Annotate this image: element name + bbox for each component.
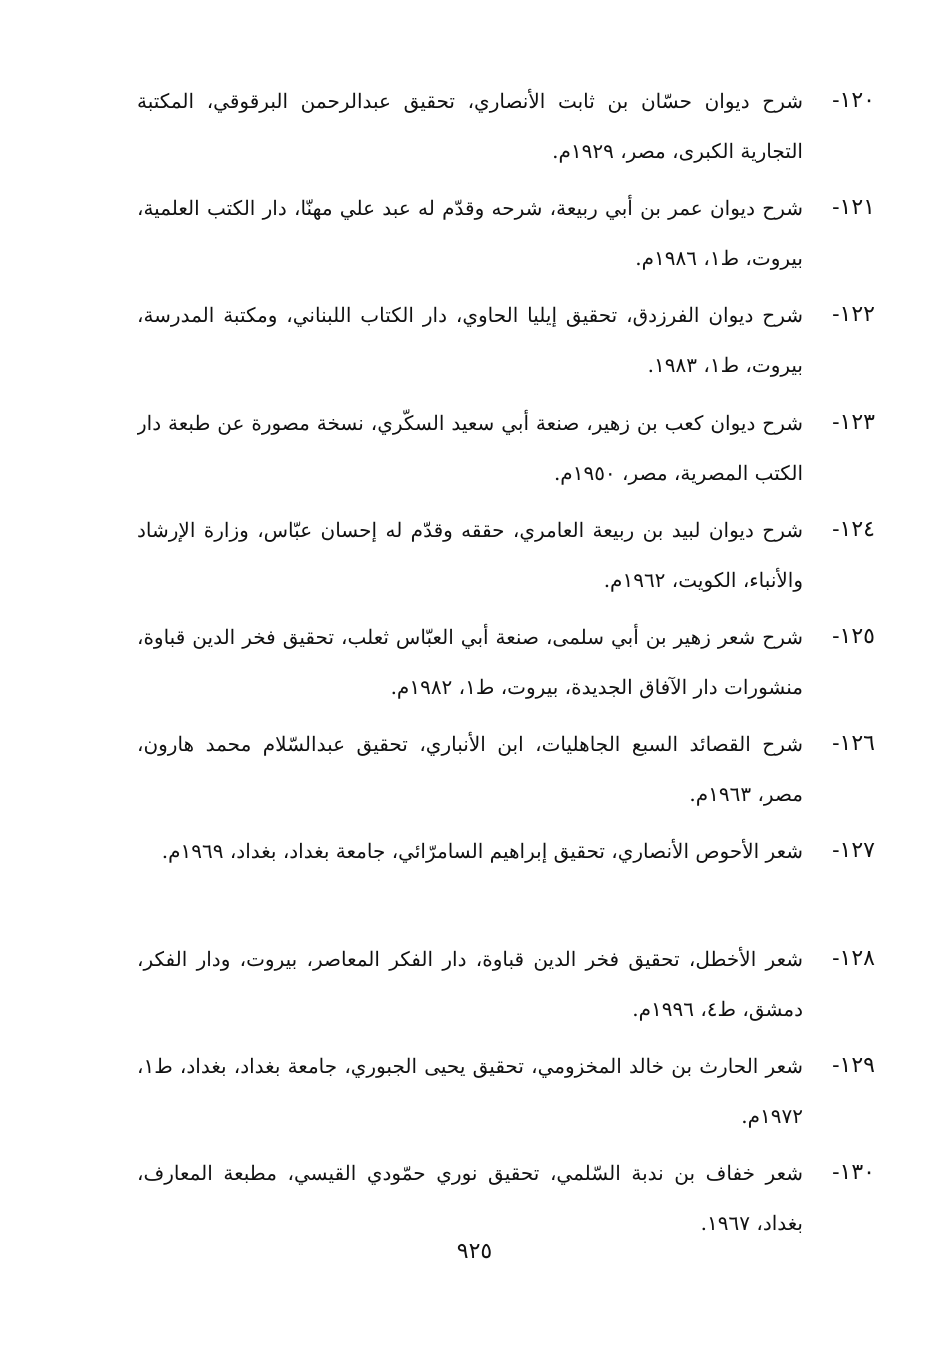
entry-text: شرح شعر زهير بن أبي سلمى، صنعة أبي العبّاس ثعلب، تحقيق فخر الدين قباوة، منشورات دار الآفاق الجديدة، بيروت، ط١، ١٩٨٢م. xyxy=(137,624,803,699)
bibliography-entry xyxy=(135,1041,875,1127)
entry-text: شعر الأخطل، تحقيق فخر الدين قباوة، دار الفكر المعاصر، بيروت، ودار الفكر، دمشق، ط٤، ١٩٩٦م. xyxy=(137,946,803,1021)
entry-text: شعر الأحوص الأنصاري، تحقيق إبراهيم السامرّائي، جامعة بغداد، بغداد، ١٩٦٩م. xyxy=(161,839,803,864)
entry-number: ١٢٣- xyxy=(832,409,875,435)
page-number: ٩٢٥ xyxy=(456,1239,493,1264)
entry-text: شرح القصائد السبع الجاهليات، ابن الأنباري، تحقيق عبدالسّلام محمد هارون، مصر، ١٩٦٣م. xyxy=(137,732,803,807)
entry-number: ١٢٨- xyxy=(832,945,875,971)
bibliography-entry xyxy=(135,183,875,269)
bibliography-entry xyxy=(135,505,875,591)
entry-text: شرح ديوان الفرزدق، تحقيق إيليا الحاوي، دار الكتاب اللبناني، ومكتبة المدرسة، بيروت، ط١، ١٩٨٣. xyxy=(137,303,803,378)
bibliography-entry xyxy=(135,934,875,1020)
bibliography-entry xyxy=(135,398,875,484)
bibliography-entry xyxy=(135,719,875,805)
entry-number: ١٢٧- xyxy=(832,838,875,864)
bibliography-entry xyxy=(135,76,875,162)
entry-text: شعر الحارث بن خالد المخزومي، تحقيق يحيى الجبوري، جامعة بغداد، بغداد، ط١، ١٩٧٢م. xyxy=(137,1053,803,1128)
bibliography-entry xyxy=(135,1148,875,1234)
entry-number: ١٢٤- xyxy=(832,516,875,542)
entry-number: ١٢١- xyxy=(832,195,875,221)
bibliography-entry xyxy=(135,826,875,912)
entry-number: ١٢٩- xyxy=(832,1052,875,1078)
bibliography-entry xyxy=(135,290,875,376)
entry-text: شرح ديوان لبيد بن ربيعة العامري، حققه وقدّم له إحسان عبّاس، وزارة الإرشاد والأنباء، الكويت، ١٩٦٢م. xyxy=(137,517,803,592)
entry-text: شرح ديوان كعب بن زهير، صنعة أبي سعيد السكّري، نسخة مصورة عن طبعة دار الكتب المصرية، مصر، ١٩٥٠م. xyxy=(137,410,803,485)
entry-text: شعر خفاف بن ندبة السّلمي، تحقيق نوري حمّودي القيسي، مطبعة المعارف، بغداد، ١٩٦٧. xyxy=(137,1160,803,1235)
entry-number: ١٢٢- xyxy=(832,302,875,328)
entry-number: ١٢٥- xyxy=(832,623,875,649)
entry-number: ١٢٦- xyxy=(832,731,875,757)
entry-text: شرح ديوان عمر بن أبي ربيعة، شرحه وقدّم له عبد علي مهنّا، دار الكتب العلمية، بيروت، ط١، ١٩٨٦م. xyxy=(137,196,803,271)
entry-text: شرح ديوان حسّان بن ثابت الأنصاري، تحقيق عبدالرحمن البرقوقي، المكتبة التجارية الكبرى، مصر، ١٩٢٩م. xyxy=(137,89,803,163)
bibliography-entry xyxy=(135,612,875,698)
entry-number: ١٢٠- xyxy=(832,88,875,113)
bibliography-list xyxy=(135,76,875,1255)
entry-number: ١٣٠- xyxy=(832,1159,875,1185)
